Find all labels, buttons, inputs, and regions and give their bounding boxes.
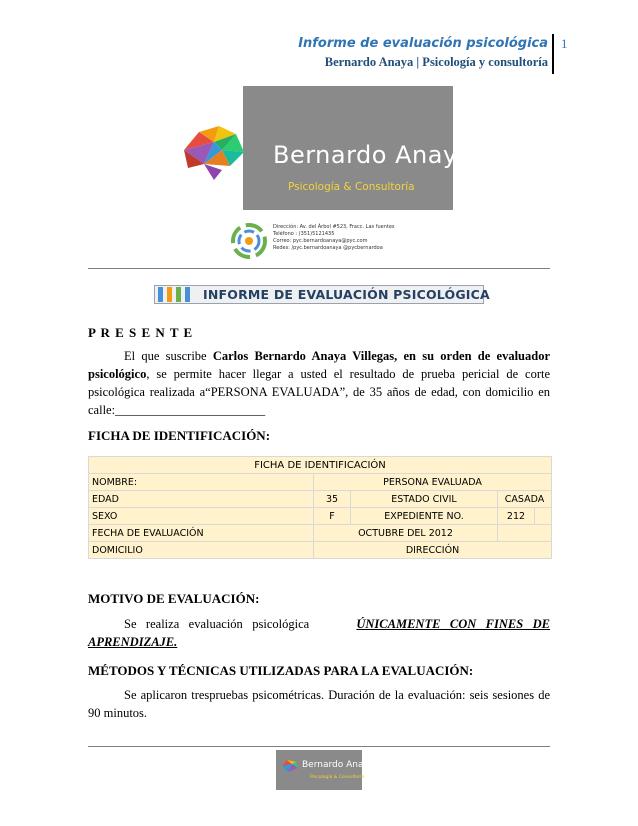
expediente-extra: [535, 508, 552, 525]
edad-label: EDAD: [89, 491, 314, 508]
fecha-value: OCTUBRE DEL 2012: [314, 525, 498, 542]
motivo-text: Se realiza evaluación psicológica: [124, 617, 310, 631]
banner-stripe-orange: [167, 287, 172, 302]
brain-logo-icon: [174, 120, 254, 190]
table-row: [89, 491, 552, 508]
circular-logo-icon: [230, 222, 268, 260]
table-row: [89, 508, 552, 525]
contact-social: Redes: /pyc.bernardoanaya @pycbernardoa: [273, 245, 383, 251]
page-number: 1: [561, 36, 568, 51]
estado-label: ESTADO CIVIL: [351, 491, 498, 508]
sexo-value: F: [314, 508, 351, 525]
metodos-paragraph: Se aplicaron trespruebas psicométricas. Duración de la evaluación: seis sesiones de 90 minutos.: [88, 688, 550, 720]
banner-stripe-blue: [158, 287, 163, 302]
contact-phone: Teléfono : (351)5121435: [273, 231, 335, 237]
footer-rule: [88, 746, 550, 747]
logo-tagline: Psicología & Consultoría: [288, 181, 415, 193]
footer-brain-icon: [280, 758, 300, 776]
ficha-heading: FICHA DE IDENTIFICACIÓN:: [88, 428, 271, 443]
presente-paragraph: [88, 347, 550, 419]
table-row: [89, 542, 552, 559]
domicilio-value: DIRECCIÓN: [314, 542, 552, 559]
table-title: FICHA DE IDENTIFICACIÓN: [89, 457, 552, 474]
table-row: [89, 457, 552, 474]
footer-logo-tagline: Psicología & Consultoría: [310, 775, 365, 780]
edad-value: 35: [314, 491, 351, 508]
contact-address: Dirección: Av. del Árbol #523, Fracc. Las fuentes: [273, 224, 395, 230]
banner-stripe-blue-2: [185, 287, 190, 302]
header-subtitle: Bernardo Anaya | Psicología y consultoría: [324, 55, 548, 69]
sexo-label: SEXO: [89, 508, 314, 525]
identification-table: [88, 456, 552, 559]
nombre-value: PERSONA EVALUADA: [314, 474, 552, 491]
expediente-label: EXPEDIENTE NO.: [351, 508, 498, 525]
contact-info: [273, 224, 395, 252]
presente-heading: P R E S E N T E: [88, 325, 194, 340]
header-rule: [88, 268, 550, 269]
banner-stripe-green: [176, 287, 181, 302]
table-row: [89, 525, 552, 542]
presente-text-2: , se permite hacer llegar a usted el resultado de prueba pericial de corte psicológica realizada a“PERSONA EVALUADA”, de 35 años de edad, con domicilio en calle:________________________: [88, 367, 550, 417]
motivo-paragraph: [88, 615, 550, 651]
estado-value: CASADA: [498, 491, 552, 508]
motivo-emphasis: ÚNICAMENTE CON FINES DE APRENDIZAJE.: [88, 617, 551, 649]
fecha-empty: [498, 525, 552, 542]
fecha-label: FECHA DE EVALUACIÓN: [89, 525, 314, 542]
presente-name: Carlos Bernardo Anaya Villegas, en su orden de evaluador psicológico: [88, 349, 550, 381]
footer-logo-name: Bernardo Anaya: [302, 760, 375, 770]
expediente-value: 212: [498, 508, 535, 525]
header-title: Informe de evaluación psicológica: [298, 36, 548, 51]
nombre-label: NOMBRE:: [89, 474, 314, 491]
presente-text-1: El que suscribe: [124, 349, 213, 363]
motivo-heading: MOTIVO DE EVALUACIÓN:: [88, 591, 260, 606]
logo-name: Bernardo Anaya: [273, 141, 473, 169]
table-row: [89, 474, 552, 491]
contact-email: Correo: pyc.bernardoanaya@pyc.com: [273, 238, 368, 244]
domicilio-label: DOMICILIO: [89, 542, 314, 559]
metodos-heading: MÉTODOS Y TÉCNICAS UTILIZADAS PARA LA EVALUACIÓN:: [88, 663, 474, 678]
header-divider: [552, 34, 554, 74]
report-banner-label: INFORME DE EVALUACIÓN PSICOLÓGICA: [203, 287, 490, 302]
